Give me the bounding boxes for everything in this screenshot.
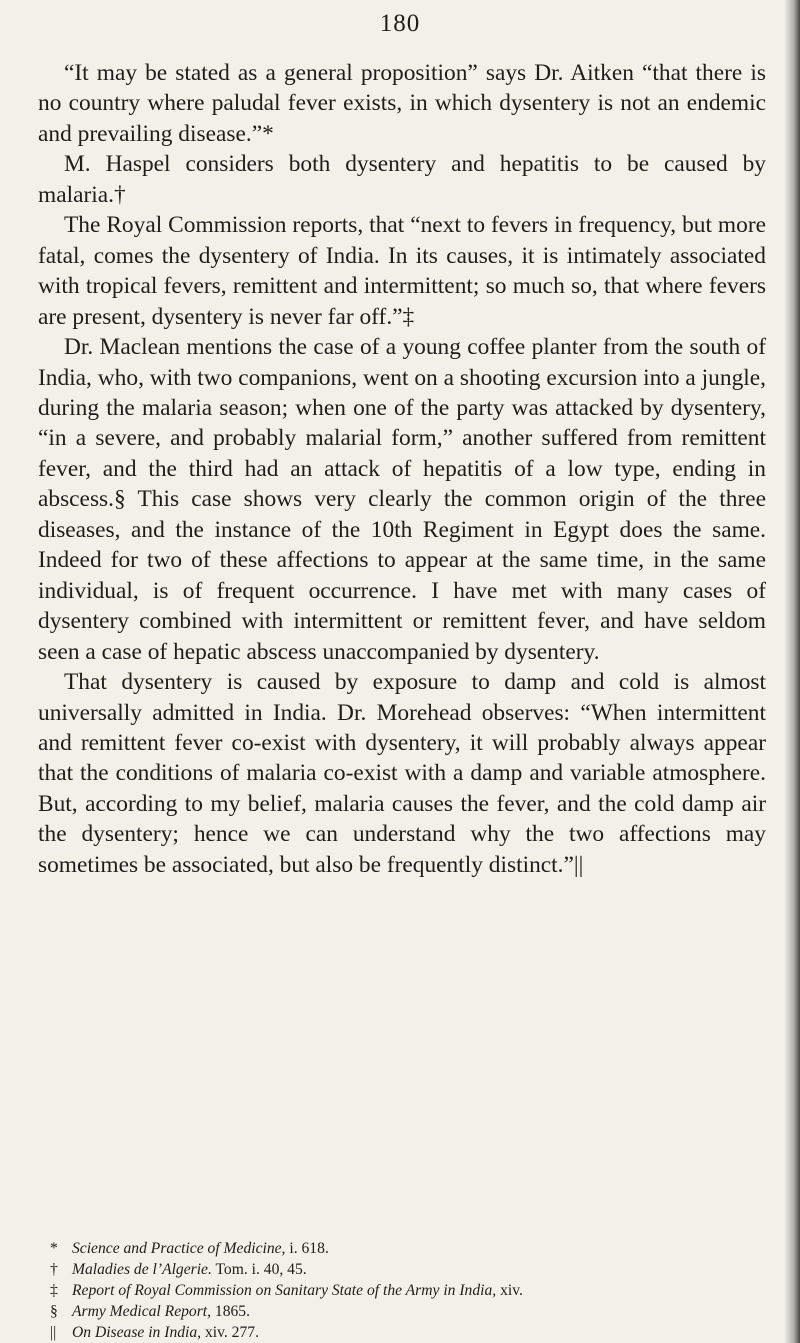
paragraph-haspel: M. Haspel considers both dysentery and hepatitis to be caused by malaria.† [38,151,766,208]
footnote-mark: ‡ [50,1282,58,1299]
footnote-mark: || [50,1324,57,1341]
paragraph-morehead: That dysentery is caused by exposure to damp and cold is almost universally admitted in India. Dr. Morehead observes: “When intermittent and remittent fever co-exist with dysentery, it will probably always appear that the conditions of malaria co-exist with a damp and variable atmosphere. But, according to my belief, malaria causes the fever, and the cold damp air the dysentery; hence we can understand why the two affections may sometimes be associated, but also be frequently distinct.”|| [38,669,766,878]
footnote-mark: § [50,1303,58,1320]
body-text [38,58,766,880]
footnote-title: Science and Practice of Medicine, [72,1240,286,1257]
paragraph-royal-commission: The Royal Commission reports, that “next to fevers in frequency, but more fatal, comes the dysentery of India. In its causes, it is intimately associated with tropical fevers, remittent and intermittent; so much so, that where fevers are present, dysentery is never far off.”‡ [38,212,766,330]
footnote-reference: xiv. [496,1282,523,1299]
footnote [38,1280,778,1301]
footnote-reference: 1865. [211,1303,250,1320]
footnote-reference: i. 618. [285,1240,329,1257]
footnote-title: Army Medical Report, [72,1303,212,1320]
footnote-reference: Tom. i. 40, 45. [211,1261,307,1278]
footnote-title: Maladies de l’Algerie. [72,1261,212,1278]
footnote-reference: xiv. 277. [201,1324,259,1341]
footnotes [38,1238,778,1343]
footnote-mark: † [50,1261,58,1278]
paragraph-aitken: “It may be stated as a general proposition” says Dr. Aitken “that there is no country where paludal fever exists, in which dysentery is not an endemic and prevailing disease.”* [38,60,766,147]
footnote [38,1238,778,1259]
footnote [38,1301,778,1322]
paragraph-maclean: Dr. Maclean mentions the case of a young coffee planter from the south of India, who, with two companions, went on a shooting excursion into a jungle, during the malaria season; when one of the party was attacked by dysentery, “in a severe, and probably malarial form,” another suffered from remittent fever, and the third had an attack of hepatitis of a low type, ending in abscess.§ This case shows very clearly the common origin of the three diseases, and the instance of the 10th Regiment in Egypt does the same. Indeed for two of these affections to appear at the same time, in the same individual, is of frequent occurrence. I have met with many cases of dysentery combined with intermittent or remittent fever, and have seldom seen a case of hepatic abscess unaccompanied by dysentery. [38,334,766,665]
footnote [38,1322,778,1343]
footnote-mark: * [50,1240,58,1257]
footnote-title: On Disease in India, [72,1324,202,1341]
footnote-title: Report of Royal Commission on Sanitary State of the Army in India, [72,1282,497,1299]
page-number: 180 [379,10,421,37]
page-edge-shadow [784,0,800,1343]
footnote [38,1259,778,1280]
